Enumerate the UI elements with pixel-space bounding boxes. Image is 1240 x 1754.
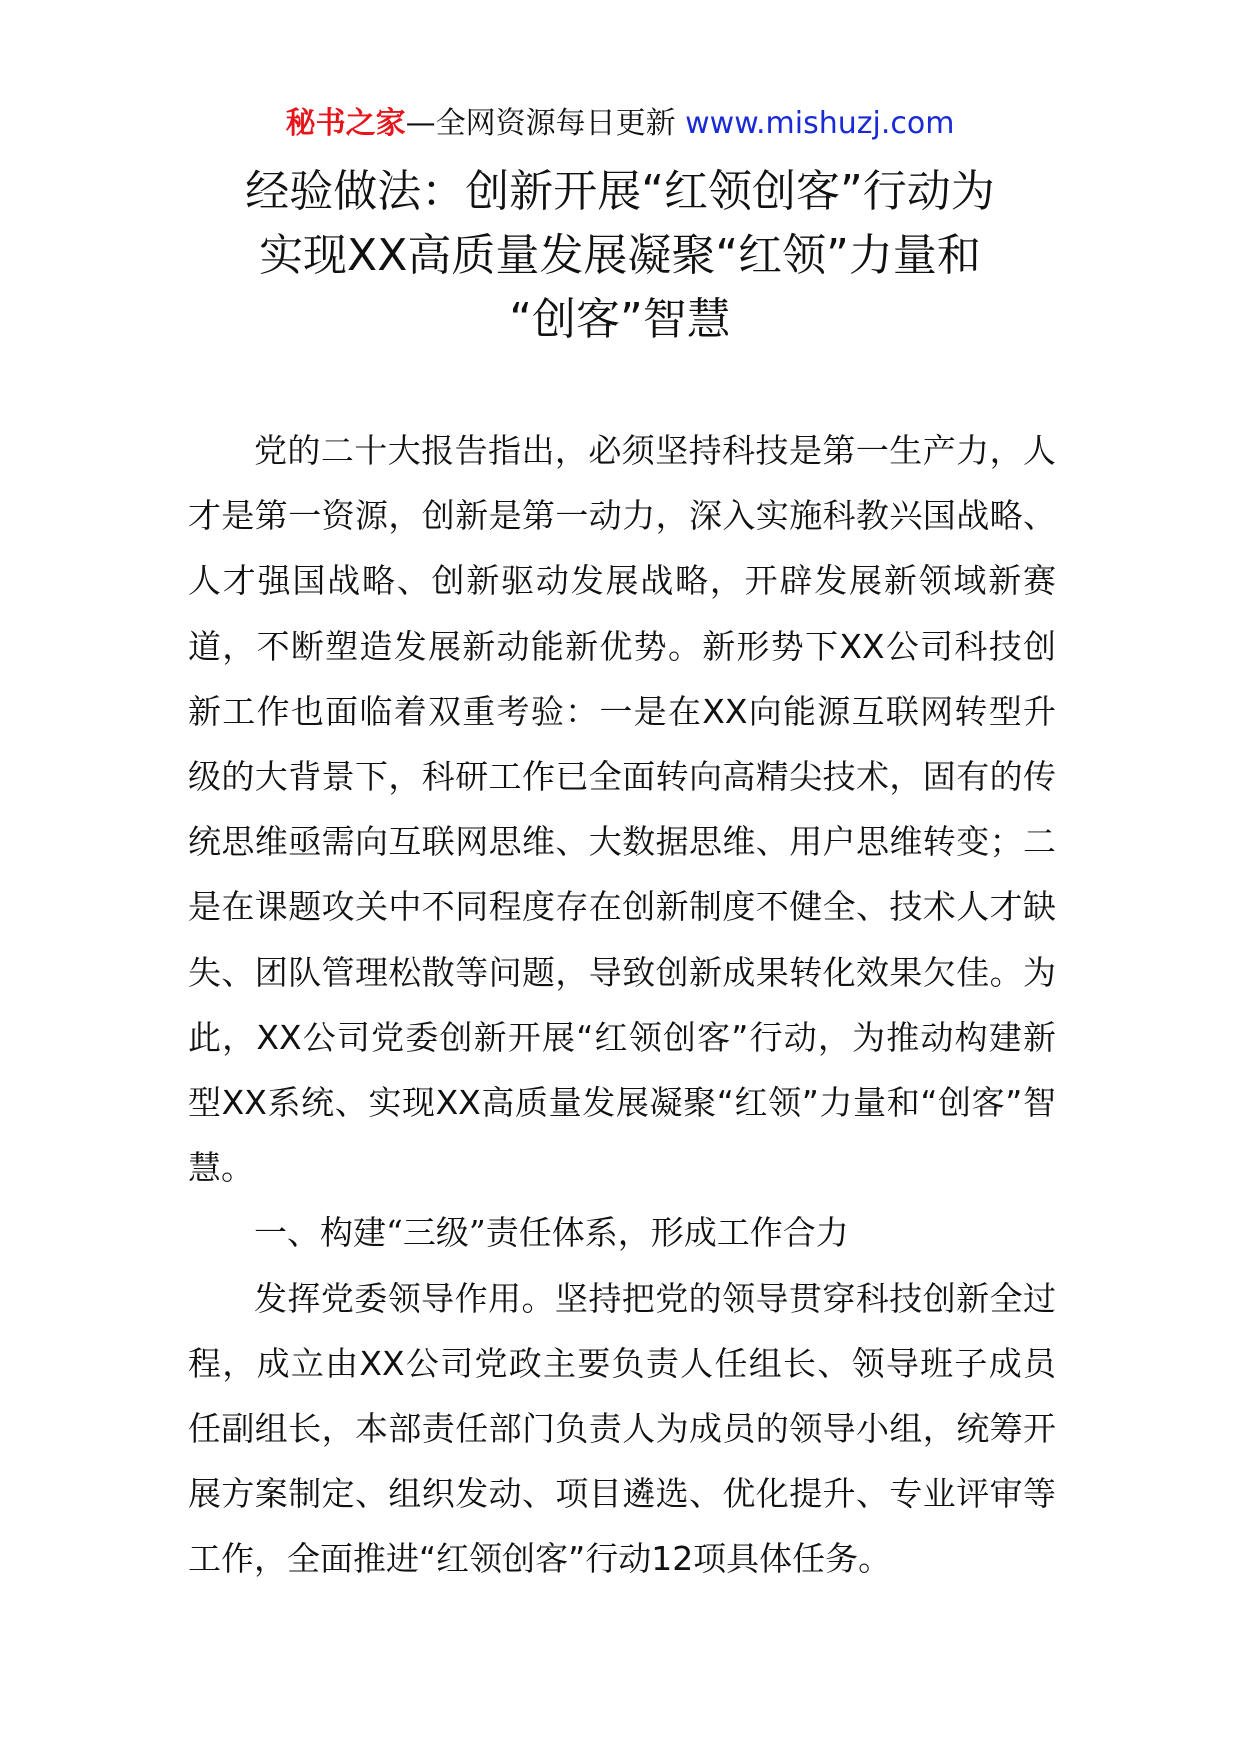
paragraph-party-leadership: 发挥党委领导作用。坚持把党的领导贯穿科技创新全过程，成立由XX公司党政主要负责人任组长、领导班子成员任副组长，本部责任部门负责人为成员的领导小组，统筹开展方案制定、组织发动、项目遴选、优化提升、专业评审等工作，全面推进“红领创客”行动12项具体任务。 (188, 1278, 1056, 1579)
watermark-url[interactable]: www.mishuzj.com (685, 106, 955, 141)
title-line-1: 经验做法：创新开展“红领创客”行动为 (245, 166, 995, 217)
watermark-slogan: —全网资源每日更新 (405, 106, 686, 141)
section-heading-1: 一、构建“三级”责任体系，形成工作合力 (254, 1213, 849, 1253)
title-line-3: “创客”智慧 (509, 294, 731, 345)
site-watermark (0, 104, 1240, 144)
watermark-brand: 秘书之家 (285, 106, 406, 141)
document-body (188, 418, 1056, 1592)
title-line-2: 实现XX高质量发展凝聚“红领”力量和 (259, 230, 981, 281)
document-title (160, 160, 1080, 352)
paragraph-intro: 党的二十大报告指出，必须坚持科技是第一生产力，人才是第一资源，创新是第一动力，深入实施科教兴国战略、人才强国战略、创新驱动发展战略，开辟发展新领域新赛道，不断塑造发展新动能新优势。新形势下XX公司科技创新工作也面临着双重考验：一是在XX向能源互联网转型升级的大背景下，科研工作已全面转向高精尖技术，固有的传统思维亟需向互联网思维、大数据思维、用户思维转变；二是在课题攻关中不同程度存在创新制度不健全、技术人才缺失、团队管理松散等问题，导致创新成果转化效果欠佳。为此，XX公司党委创新开展“红领创客”行动，为推动构建新型XX系统、实现XX高质量发展凝聚“红领”力量和“创客”智慧。 (188, 431, 1057, 1188)
